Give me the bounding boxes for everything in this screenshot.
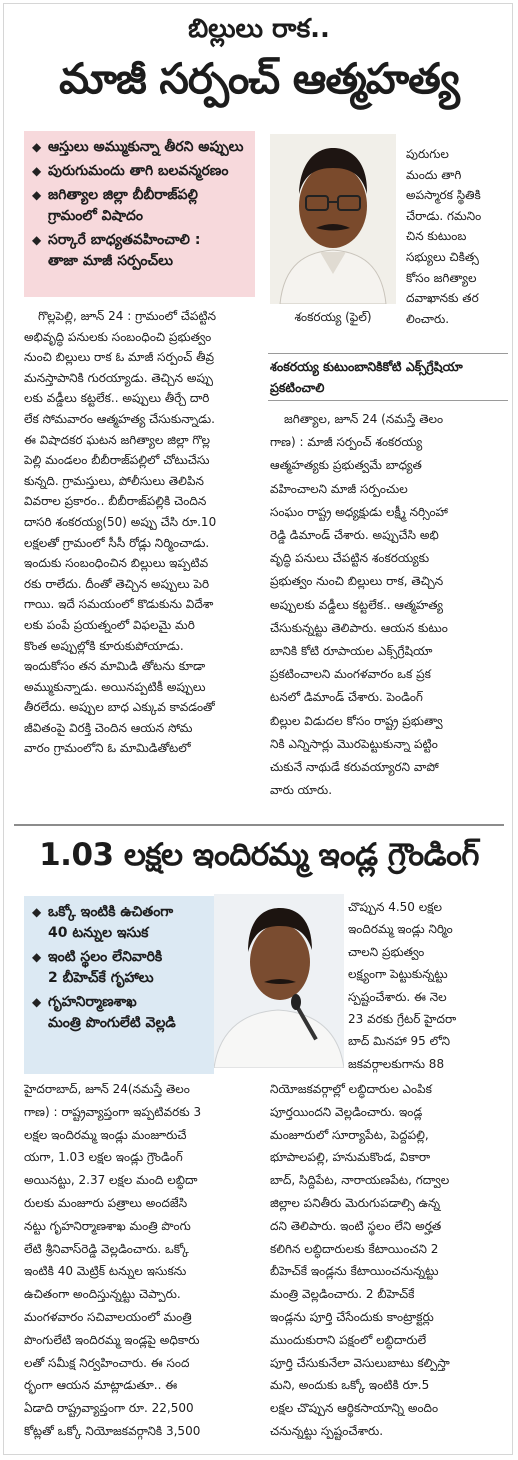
highlight-text: ◆ ఆస్తులు అమ్ముకున్నా తీరని అప్పులు <box>48 139 244 155</box>
text-line: గాణ) : మాజీ సర్పంచ్ శంకరయ్య <box>270 435 423 450</box>
text-line: సభ్యులు చికిత్స <box>406 249 479 264</box>
text-line: నికి ఎన్నిసార్లు మొరపెట్టుకున్నా పట్టిం <box>270 736 438 751</box>
text-line: పెల్లి మండలం బీబీరాజ్‌పల్లిలో చోటుచేసు <box>24 453 210 468</box>
text-line: నియోజకవర్గాల్లో లబ్ధిదారుల ఎంపిక <box>270 1082 432 1096</box>
minister-portrait-illustration <box>214 894 344 1068</box>
story2-column-right-top <box>348 896 510 1075</box>
text-line: చాలని ప్రభుత్వం <box>348 944 425 959</box>
text-line: అయినట్టు, 2.37 లక్షల మంది లబ్ధిదా <box>24 1173 198 1188</box>
text-line: చొప్పున 4.50 లక్షల <box>348 900 443 914</box>
highlight-bullet <box>32 230 249 272</box>
story-separator <box>14 824 504 826</box>
text-line: ఈ విషాదకర ఘటన జగిత్యాల జిల్లా గొల్ల <box>24 432 211 447</box>
text-line: దాసరి శంకరయ్య(50) అప్పు చేసి రూ.10 <box>24 514 217 529</box>
highlight-text: 40 టన్నుల ఇసుక <box>48 925 149 941</box>
text-line: ఆత్మహత్యకు ప్రభుత్వమే బాధ్యత <box>270 458 422 473</box>
story1-column-right <box>270 408 510 802</box>
text-line: పొంగులేటి ఇందిరమ్మ ఇండ్లపై అధికారు <box>24 1332 200 1347</box>
text-line: ఇందుకోసం తన మామిడి తోటను కూడా <box>24 659 206 674</box>
text-line: భూపాలపల్లి, హనుమకొండ, వికారా <box>270 1150 431 1165</box>
shankaraiah-photo-caption: శంకరయ్య (ఫైల్) <box>294 310 372 324</box>
text-line: మంత్రి వెల్లడించారు. 2 బీహెచ్‌కే <box>270 1287 415 1302</box>
text-line: లకు వడ్డీలు కట్టలేక.. అప్పులు తీర్చే దారి <box>24 391 210 406</box>
text-line: చనున్నట్టు స్పష్టంచేశారు. <box>270 1423 384 1438</box>
text-line: కోటి ఎక్స్‌గ్రేషియా ప్రకటించాలి <box>270 359 463 395</box>
text-line: హైదరాబాద్, జూన్ 24(నమస్తే తెలం <box>24 1082 190 1096</box>
text-line: లతో సమీక్ష నిర్వహించారు. ఈ సంద <box>24 1355 190 1370</box>
text-line: మందు తాగి <box>406 167 462 182</box>
text-line: నట్టు గృహనిర్మాణశాఖ మంత్రి పొంగు <box>24 1218 191 1233</box>
text-line: ప్రభుత్వం నుంచి బిల్లులు రాక, తెచ్చిన <box>270 574 444 589</box>
text-line: ర్భంగా ఆయన మాట్లాడుతూ.. ఈ <box>24 1378 178 1393</box>
text-line: అభివృద్ధి పనులకు సంబంధించి ప్రభుత్వం <box>24 329 212 344</box>
text-line: తీరలేదు. అప్పుల బాధ ఎక్కువ కావడంతో <box>24 700 215 715</box>
highlight-text: తాజా మాజీ సర్పంచ్‌లు <box>48 253 173 269</box>
text-line: యగా, 1.03 లక్షల ఇండ్లు గ్రౌండింగ్ <box>24 1150 183 1165</box>
text-line: దవాఖానకు తర <box>406 291 479 306</box>
text-line: ముందుకురాని పక్షంలో లబ్ధిదారులే <box>270 1332 427 1347</box>
text-line: ఏడాది రాష్ట్రవ్యాప్తంగా రూ. 22,500 <box>24 1401 194 1416</box>
text-line: జగిత్యాల, జూన్ 24 (నమస్తే తెలం <box>284 412 444 426</box>
highlight-text: ◆ పురుగుమందు తాగి బలవన్మరణం <box>48 163 229 179</box>
text-line: స్పష్టంచేశారు. ఈ నెల <box>348 989 447 1004</box>
highlight-bullet <box>32 902 208 944</box>
text-line: లకు పంపే ప్రయత్నంలో విఫలమై మరి <box>24 617 195 632</box>
portrait-illustration <box>270 134 396 304</box>
highlight-text: ◆ ఇంటి స్థలం లేనివారికి <box>48 949 163 965</box>
text-line: వివరాల ప్రకారం.. బీబీరాజ్‌పల్లికి చెందిన <box>24 494 207 509</box>
text-line: రులకు మంజూరు పత్రాలు అందజేసి <box>24 1195 188 1210</box>
text-line: లక్ష్యంగా పెట్టుకున్నట్టు <box>348 967 448 982</box>
text-line: చుకునే నాథుడే కరువయ్యారని వాపో <box>270 760 439 775</box>
highlight-text: ◆ జగిత్యాల జిల్లా బీబీరాజ్‌పల్లి <box>48 187 198 203</box>
text-line: బాద్ మినహా 95 లోని <box>348 1034 451 1049</box>
highlight-bullet <box>32 992 208 1034</box>
story1-column-left <box>24 306 262 759</box>
text-line: నుంచి బిల్లులు రాక ఓ మాజీ సర్పంచ్ తీవ్ర <box>24 350 214 365</box>
text-line: రెడ్డి డిమాండ్ చేశారు. అప్పుచేసి అభి <box>270 528 439 543</box>
text-line: మనస్తాపానికి గురయ్యాడు. తెచ్చిన అప్పు <box>24 370 213 385</box>
text-line: చేరాడు. గమనిం <box>406 208 482 223</box>
highlight-text: గ్రామంలో విషాదం <box>48 208 144 224</box>
story2-column-right <box>270 1078 510 1443</box>
text-line: అమ్ముకున్నాడు. అయినప్పటికీ అప్పులు <box>24 679 206 694</box>
story1-headline: మాజీ సర్పంచ్ ఆత్మహత్య <box>59 54 459 103</box>
highlight-bullet <box>32 185 249 227</box>
divider <box>268 353 508 354</box>
highlight-bullet <box>32 137 249 158</box>
highlight-text: 2 బీహెచ్‌కే గృహాలు <box>48 970 154 986</box>
text-line: బిల్లుల విడుదల కోసం రాష్ట్ర ప్రభుత్వా <box>270 713 443 728</box>
text-line: ఉచితంగా అందిస్తున్నట్టు చెప్పారు. <box>24 1287 181 1302</box>
text-line: జీవితంపై విరక్తి చెందిన ఆయన సోమ <box>24 720 193 735</box>
highlight-bullet <box>32 161 249 182</box>
story1-highlights-box <box>24 131 255 297</box>
text-line: లక్షల ఇందిరమ్మ ఇండ్లు మంజూరుచే <box>24 1127 187 1142</box>
text-line: లక్షల చొప్పున ఆర్థికసాయాన్ని అందిం <box>270 1401 439 1416</box>
text-line: 23 వరకు గ్రేటర్ హైదరా <box>348 1012 457 1027</box>
story2-headline: 1.03 లక్షల ఇందిరమ్మ ఇండ్ల గ్రౌండింగ్ <box>39 837 479 873</box>
highlight-text: మంత్రి పొంగులేటి వెల్లడి <box>48 1015 176 1031</box>
text-line: సంఘం రాష్ట్ర అధ్యక్షుడు లక్ష్మీ నర్సింహా <box>270 504 448 519</box>
text-line: టనలో డిమాండ్ చేశారు. పెండింగ్ <box>270 690 423 705</box>
highlight-bullet <box>32 947 208 989</box>
shankaraiah-photo <box>270 134 396 304</box>
text-line: పూర్తయిందని వెల్లడించారు. ఇండ్ల <box>270 1104 423 1119</box>
text-line: చేసుకున్నట్టు తెలిపారు. ఆయన కుటుం <box>270 620 448 635</box>
text-line: వృద్ధి పనులు చేపట్టిన శంకరయ్యకు <box>270 551 430 566</box>
text-line: కోట్లతో ఒక్కో నియోజకవర్గానికి 3,500 <box>24 1423 201 1438</box>
highlight-text: ◆ ఒక్కో ఇంటికి ఉచితంగా <box>48 904 174 920</box>
text-line: ప్రకటించాలని మంగళవారం ఒక ప్రక <box>270 667 431 682</box>
text-line: బాద్, సిద్దిపేట, నారాయణపేట, గద్వాల <box>270 1173 450 1188</box>
text-line: గాయి. ఇదే సమయంలో కొడుకును విదేశా <box>24 597 214 612</box>
text-line: జిల్లాల పనితీరు మెరుగుపడాల్సి ఉన్న <box>270 1195 441 1210</box>
text-line: ఇందుకు సంబంధించిన బిల్లులు ఇప్పటివ <box>24 556 209 571</box>
text-line: వారు యారు. <box>270 783 333 798</box>
text-line: గాణ) : రాష్ట్రవ్యాప్తంగా ఇప్పటివరకు 3 <box>24 1104 202 1119</box>
text-line: అపస్మారక స్థితికి <box>406 188 481 203</box>
text-line: మంజూరులో సూర్యాపేట, పెద్దపల్లి, <box>270 1127 429 1142</box>
text-line: కలిగిన లబ్ధిదారులకు కేటాయించని 2 <box>270 1241 439 1256</box>
highlight-text: ◆ సర్కారే బాధ్యతవహించాలి : <box>48 232 201 248</box>
text-line: శంకరయ్య కుటుంబానికి <box>270 359 383 374</box>
story2-column-left <box>24 1078 264 1443</box>
text-line: పూర్తి చేసుకునేలా వెసులుబాటు కల్పిస్తా <box>270 1355 450 1370</box>
text-line: దని తెలిపారు. ఇంటి స్థలం లేని అర్హత <box>270 1218 442 1233</box>
text-line: మని, అందుకు ఒక్కో ఇంటికి రూ.5 <box>270 1378 430 1393</box>
text-line: ఇందిరమ్మ ఇండ్లు నిర్మిం <box>348 922 453 937</box>
story1-column-right-top <box>406 144 508 329</box>
text-line: జకవర్గాలకుగాను 88 <box>348 1056 445 1071</box>
text-line: వారం గ్రామంలోని ఓ మామిడితోటలో <box>24 741 191 756</box>
text-line: అప్పులకు వడ్డీలు కట్టలేక.. ఆత్మహత్య <box>270 597 443 612</box>
text-line: బానికి కోటి రూపాయల ఎక్స్‌గ్రేషియా <box>270 644 433 659</box>
highlight-text: ◆ గృహనిర్మాణశాఖ <box>48 994 137 1010</box>
story2-highlights-box <box>24 896 214 1074</box>
story1-subheading <box>270 356 508 398</box>
text-line: మంగళవారం సచివాలయంలో మంత్రి <box>24 1309 192 1324</box>
text-line: చిన కుటుంబ <box>406 229 467 244</box>
text-line: కున్నది. గ్రామస్తులు, పోలీసులు తెలిపిన <box>24 473 204 488</box>
text-line: పురుగుల <box>406 147 449 161</box>
text-line: వహించాలని మాజీ సర్పంచుల <box>270 481 408 496</box>
text-line: కొంత అప్పుల్లోకి కూరుకుపోయాడు. <box>24 638 184 653</box>
text-line: ఇంటికి 40 మెట్రిక్ టన్నుల ఇసుకను <box>24 1264 187 1279</box>
story1-kicker: బిల్లులు రాక.. <box>188 14 330 44</box>
text-line: లేటి శ్రీనివాస్‌రెడ్డి వెల్లడించారు. ఒక్కో <box>24 1241 189 1256</box>
text-line: లేక సోమవారం ఆత్మహత్య చేసుకున్నాడు. <box>24 411 215 426</box>
text-line: బీహెచ్‌కే ఇండ్లను కేటాయించనున్నట్టు <box>270 1264 439 1279</box>
minister-photo <box>214 894 344 1068</box>
text-line: రకు రాలేదు. దీంతో తెచ్చిన అప్పులు పెరి <box>24 576 210 591</box>
divider <box>268 400 508 401</box>
text-line: కోసం జగిత్యాల <box>406 270 477 285</box>
text-line: లించారు. <box>406 311 450 326</box>
text-line: గొల్లపెల్లి, జూన్ 24 : గ్రామంలో చేపట్టిన <box>38 309 217 323</box>
text-line: ఇండ్లను పూర్తి చేసేందుకు కాంట్రాక్టర్లు <box>270 1309 434 1324</box>
text-line: లక్షలతో గ్రామంలో సీసీ రోడ్లు నిర్మించాడు. <box>24 535 210 550</box>
